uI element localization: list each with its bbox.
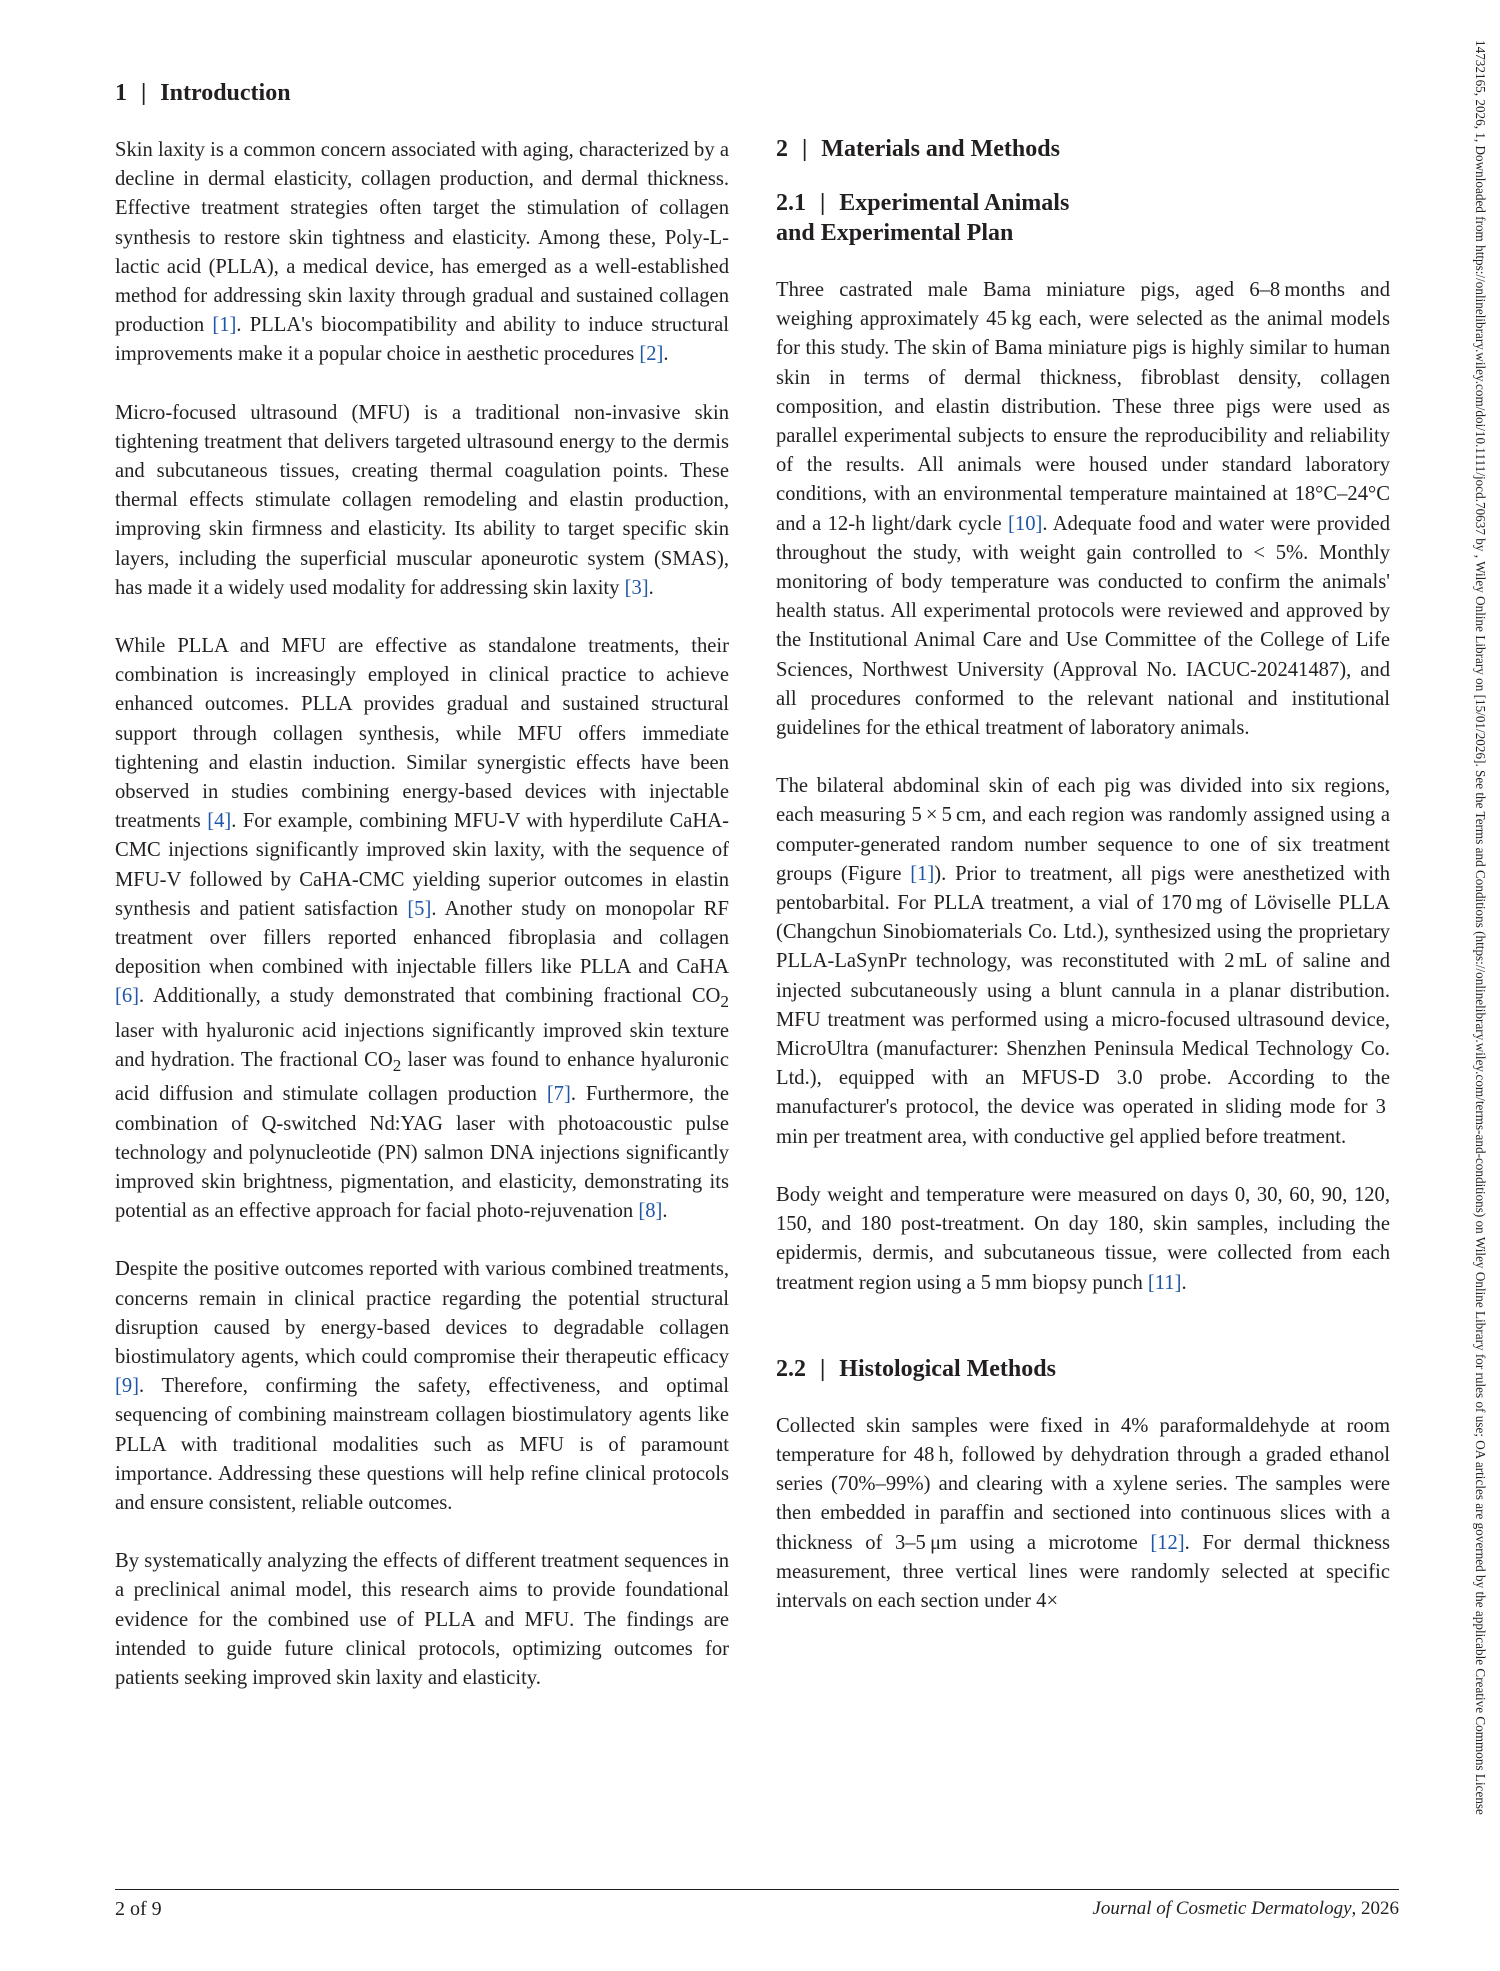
- text-run: laser was found to enhance hyaluronic acid diffusion and stimulate collagen production: [115, 1049, 729, 1106]
- text-run: . Additionally, a study demonstrated that combining fractional CO: [139, 985, 721, 1008]
- figure-link[interactable]: [1]: [910, 862, 935, 885]
- text-run: . For example, combining MFU-V with hyperdilute CaHA-CMC injections significantly improved skin laxity, with the sequence of MFU-V followed by CaHA-CMC yielding superior outcomes in elastin synthesis and patient satisfaction: [115, 810, 729, 920]
- paragraph-skin-laxity: [115, 136, 729, 370]
- subscript: 2: [720, 992, 729, 1012]
- citation-link[interactable]: [6]: [115, 985, 140, 1008]
- text-run: . Adequate food and water were provided throughout the study, with weight gain controlled to < 5%. Monthly monitoring of body temperature was conducted to confirm the animals' health status. All experimental protocols were reviewed and approved by the Institutional Animal Care and Use Committee of the College of Life Sciences, Northwest University (Approval No. IACUC-20241487), and all procedures conformed to the relevant national and institutional guidelines for the ethical treatment of laboratory animals.: [776, 512, 1390, 740]
- footer-divider: [115, 1889, 1399, 1890]
- text-run: . Furthermore, the combination of Q-switched Nd:YAG laser with photoacoustic pulse technology and polynucleotide (PN) salmon DNA injections significantly improved skin brightness, pigmentation, and elasticity, demonstrating its potential as an effective approach for facial photo-rejuvenation: [115, 1083, 729, 1223]
- section-separator: |: [802, 136, 808, 162]
- section-title: Experimental Animals: [839, 190, 1070, 216]
- section-number: 2.1: [776, 190, 806, 216]
- subsection-heading-animals: [776, 188, 1390, 248]
- paragraph-histology: [776, 1412, 1390, 1616]
- section-number: 2: [776, 136, 788, 162]
- section-heading-materials-methods: [776, 134, 1390, 164]
- citation-link[interactable]: [9]: [115, 1375, 140, 1398]
- text-run: ). Prior to treatment, all pigs were anesthetized with pentobarbital. For PLLA treatment, a vial of 170 mg of Löviselle PLLA (Changchun Sinobiomaterials Co. Ltd.), synthesized using the proprietary PLLA-LaSynPr technology, was reconstituted with 2 mL of saline and injected subcutaneously using a blunt cannula in a planar distribution. MFU treatment was performed using a micro-focused ultrasound device, MicroUltra (manufacturer: Shenzhen Peninsula Medical Technology Co. Ltd.), equipped with an MFUS-D 3.0 probe. According to the manufacturer's protocol, the device was operated in sliding mode for 3 min per treatment area, with conductive gel applied before treatment.: [776, 862, 1390, 1148]
- text-run: .: [663, 343, 669, 366]
- text-run: .: [1181, 1271, 1187, 1294]
- section-title: Histological Methods: [839, 1355, 1056, 1382]
- citation-link[interactable]: [10]: [1008, 512, 1043, 535]
- journal-name[interactable]: Journal of Cosmetic Dermatology: [1092, 1898, 1352, 1919]
- journal-year: , 2026: [1351, 1898, 1399, 1919]
- citation-link[interactable]: [5]: [407, 897, 432, 920]
- section-title: Materials and Methods: [821, 136, 1060, 162]
- section-title: Introduction: [160, 80, 291, 106]
- paragraph-regions: [776, 772, 1390, 1152]
- right-column: [776, 78, 1390, 1616]
- citation-link[interactable]: [7]: [546, 1083, 571, 1106]
- journal-footer: [1092, 1898, 1399, 1920]
- text-run: . For dermal thickness measurement, three vertical lines were randomly selected at specific intervals on each section under 4×: [776, 1531, 1390, 1612]
- paragraph-combination: [115, 632, 729, 1226]
- paragraph-concerns: [115, 1255, 729, 1518]
- paragraph-aims: By systematically analyzing the effects of different treatment sequences in a preclinical animal model, this research aims to provide foundational evidence for the combined use of PLLA and MFU. The findings are intended to guide future clinical protocols, optimizing outcomes for patients seeking improved skin laxity and elasticity.: [115, 1550, 729, 1689]
- section-separator: |: [820, 1355, 826, 1382]
- page-number: 2 of 9: [115, 1898, 162, 1920]
- paragraph-animals: [776, 276, 1390, 743]
- citation-link[interactable]: [3]: [624, 576, 649, 599]
- section-heading-introduction: [115, 78, 729, 108]
- text-run: .: [662, 1200, 668, 1223]
- section-number: 1: [115, 80, 127, 106]
- paragraph-mfu: [115, 399, 729, 603]
- section-number: 2.2: [776, 1355, 806, 1382]
- text-run: Three castrated male Bama miniature pigs, aged 6–8 months and weighing approximately 45 kg each, were selected as the animal models for this study. The skin of Bama miniature pigs is highly similar to human skin in terms of dermal thickness, fibroblast density, collagen composition, and elastin distribution. These three pigs were used as parallel experimental subjects to ensure the reproducibility and reliability of the results. All animals were housed under standard laboratory conditions, with an environmental temperature maintained at 18°C–24°C and a 12-h light/dark cycle: [776, 279, 1390, 535]
- text-run: The bilateral abdominal skin of each pig was divided into six regions, each measuring 5 × 5 cm, and each region was randomly assigned using a computer-generated random number sequence to one of six treatment groups (Figure: [776, 775, 1390, 885]
- citation-link[interactable]: [1]: [212, 314, 237, 337]
- citation-link[interactable]: [11]: [1147, 1271, 1182, 1294]
- subsection-heading-histology: [776, 1354, 1390, 1384]
- text-run: Collected skin samples were fixed in 4% paraformaldehyde at room temperature for 48 h, followed by dehydration through a graded ethanol series (70%–99%) and clearing with a xylene series. The samples were then embedded in paraffin and sectioned into continuous slices with a thickness of 3–5 μm using a microtome: [776, 1414, 1390, 1554]
- text-run: . PLLA's biocompatibility and ability to induce structural improvements make it a popular choice in aesthetic procedures: [115, 314, 729, 366]
- text-run: laser with hyaluronic acid injections significantly improved skin texture and hydration. The fractional CO: [115, 1019, 729, 1071]
- text-run: Skin laxity is a common concern associated with aging, characterized by a decline in dermal elasticity, collagen production, and dermal thickness. Effective treatment strategies often target the stimulation of collagen synthesis to restore skin tightness and elasticity. Among these, Poly-L-lactic acid (PLLA), a medical device, has emerged as a well-established method for addressing skin laxity through gradual and sustained collagen production: [115, 139, 729, 337]
- text-run: . Another study on monopolar RF treatment over fillers reported enhanced fibroplasia and collagen deposition when combined with injectable fillers like PLLA and CaHA: [115, 897, 729, 979]
- text-run: Despite the positive outcomes reported with various combined treatments, concerns remain in clinical practice regarding the potential structural disruption caused by energy-based devices to degradable collagen biostimulatory agents, which could compromise their therapeutic efficacy: [115, 1258, 729, 1368]
- text-run: While PLLA and MFU are effective as standalone treatments, their combination is increasingly employed in clinical practice to achieve enhanced outcomes. PLLA provides gradual and sustained structural support through collagen synthesis, while MFU offers immediate tightening and elastin induction. Similar synergistic effects have been observed in studies combining energy-based devices with injectable treatments: [115, 635, 729, 833]
- text-run: Body weight and temperature were measured on days 0, 30, 60, 90, 120, 150, and 180 post-treatment. On day 180, skin samples, including the epidermis, dermis, and subcutaneous tissue, were collected from each treatment region using a 5 mm biopsy punch: [776, 1183, 1390, 1294]
- citation-link[interactable]: [12]: [1150, 1531, 1185, 1554]
- subscript: 2: [392, 1056, 402, 1076]
- text-run: .: [648, 576, 654, 599]
- citation-link[interactable]: [8]: [638, 1200, 663, 1223]
- text-run: . Therefore, confirming the safety, effectiveness, and optimal sequencing of combining mainstream collagen biostimulatory agents like PLLA with traditional modalities such as MFU is of paramount importance. Addressing these questions will help refine clinical protocols and ensure consistent, reliable outcomes.: [115, 1375, 729, 1514]
- left-column: [115, 78, 729, 1693]
- citation-link[interactable]: [2]: [639, 343, 664, 366]
- section-separator: |: [141, 80, 147, 106]
- citation-link[interactable]: [4]: [207, 810, 232, 833]
- paragraph-measurements: [776, 1181, 1390, 1298]
- section-separator: |: [820, 190, 826, 216]
- text-run: Micro-focused ultrasound (MFU) is a traditional non-invasive skin tightening treatment that delivers targeted ultrasound energy to the dermis and subcutaneous tissues, creating thermal coagulation points. These thermal effects stimulate collagen remodeling and elastin production, improving skin firmness and elasticity. Its ability to target specific skin layers, including the superficial muscular aponeurotic system (SMAS), has made it a widely used modality for addressing skin laxity: [115, 401, 729, 599]
- section-title-line-2: and Experimental Plan: [776, 220, 1014, 246]
- download-notice: 14732165, 2026, 1, Downloaded from https://onlinelibrary.wiley.com/doi/10.1111/jocd.70637 by , Wiley Online Library on [15/01/2026]. See the Terms and Conditions (https://onlinelibrary.wiley.com/terms-and-conditions) on Wiley Online Library for rules of use; OA articles are governed by the applicable Creative Commons License: [1473, 40, 1488, 1815]
